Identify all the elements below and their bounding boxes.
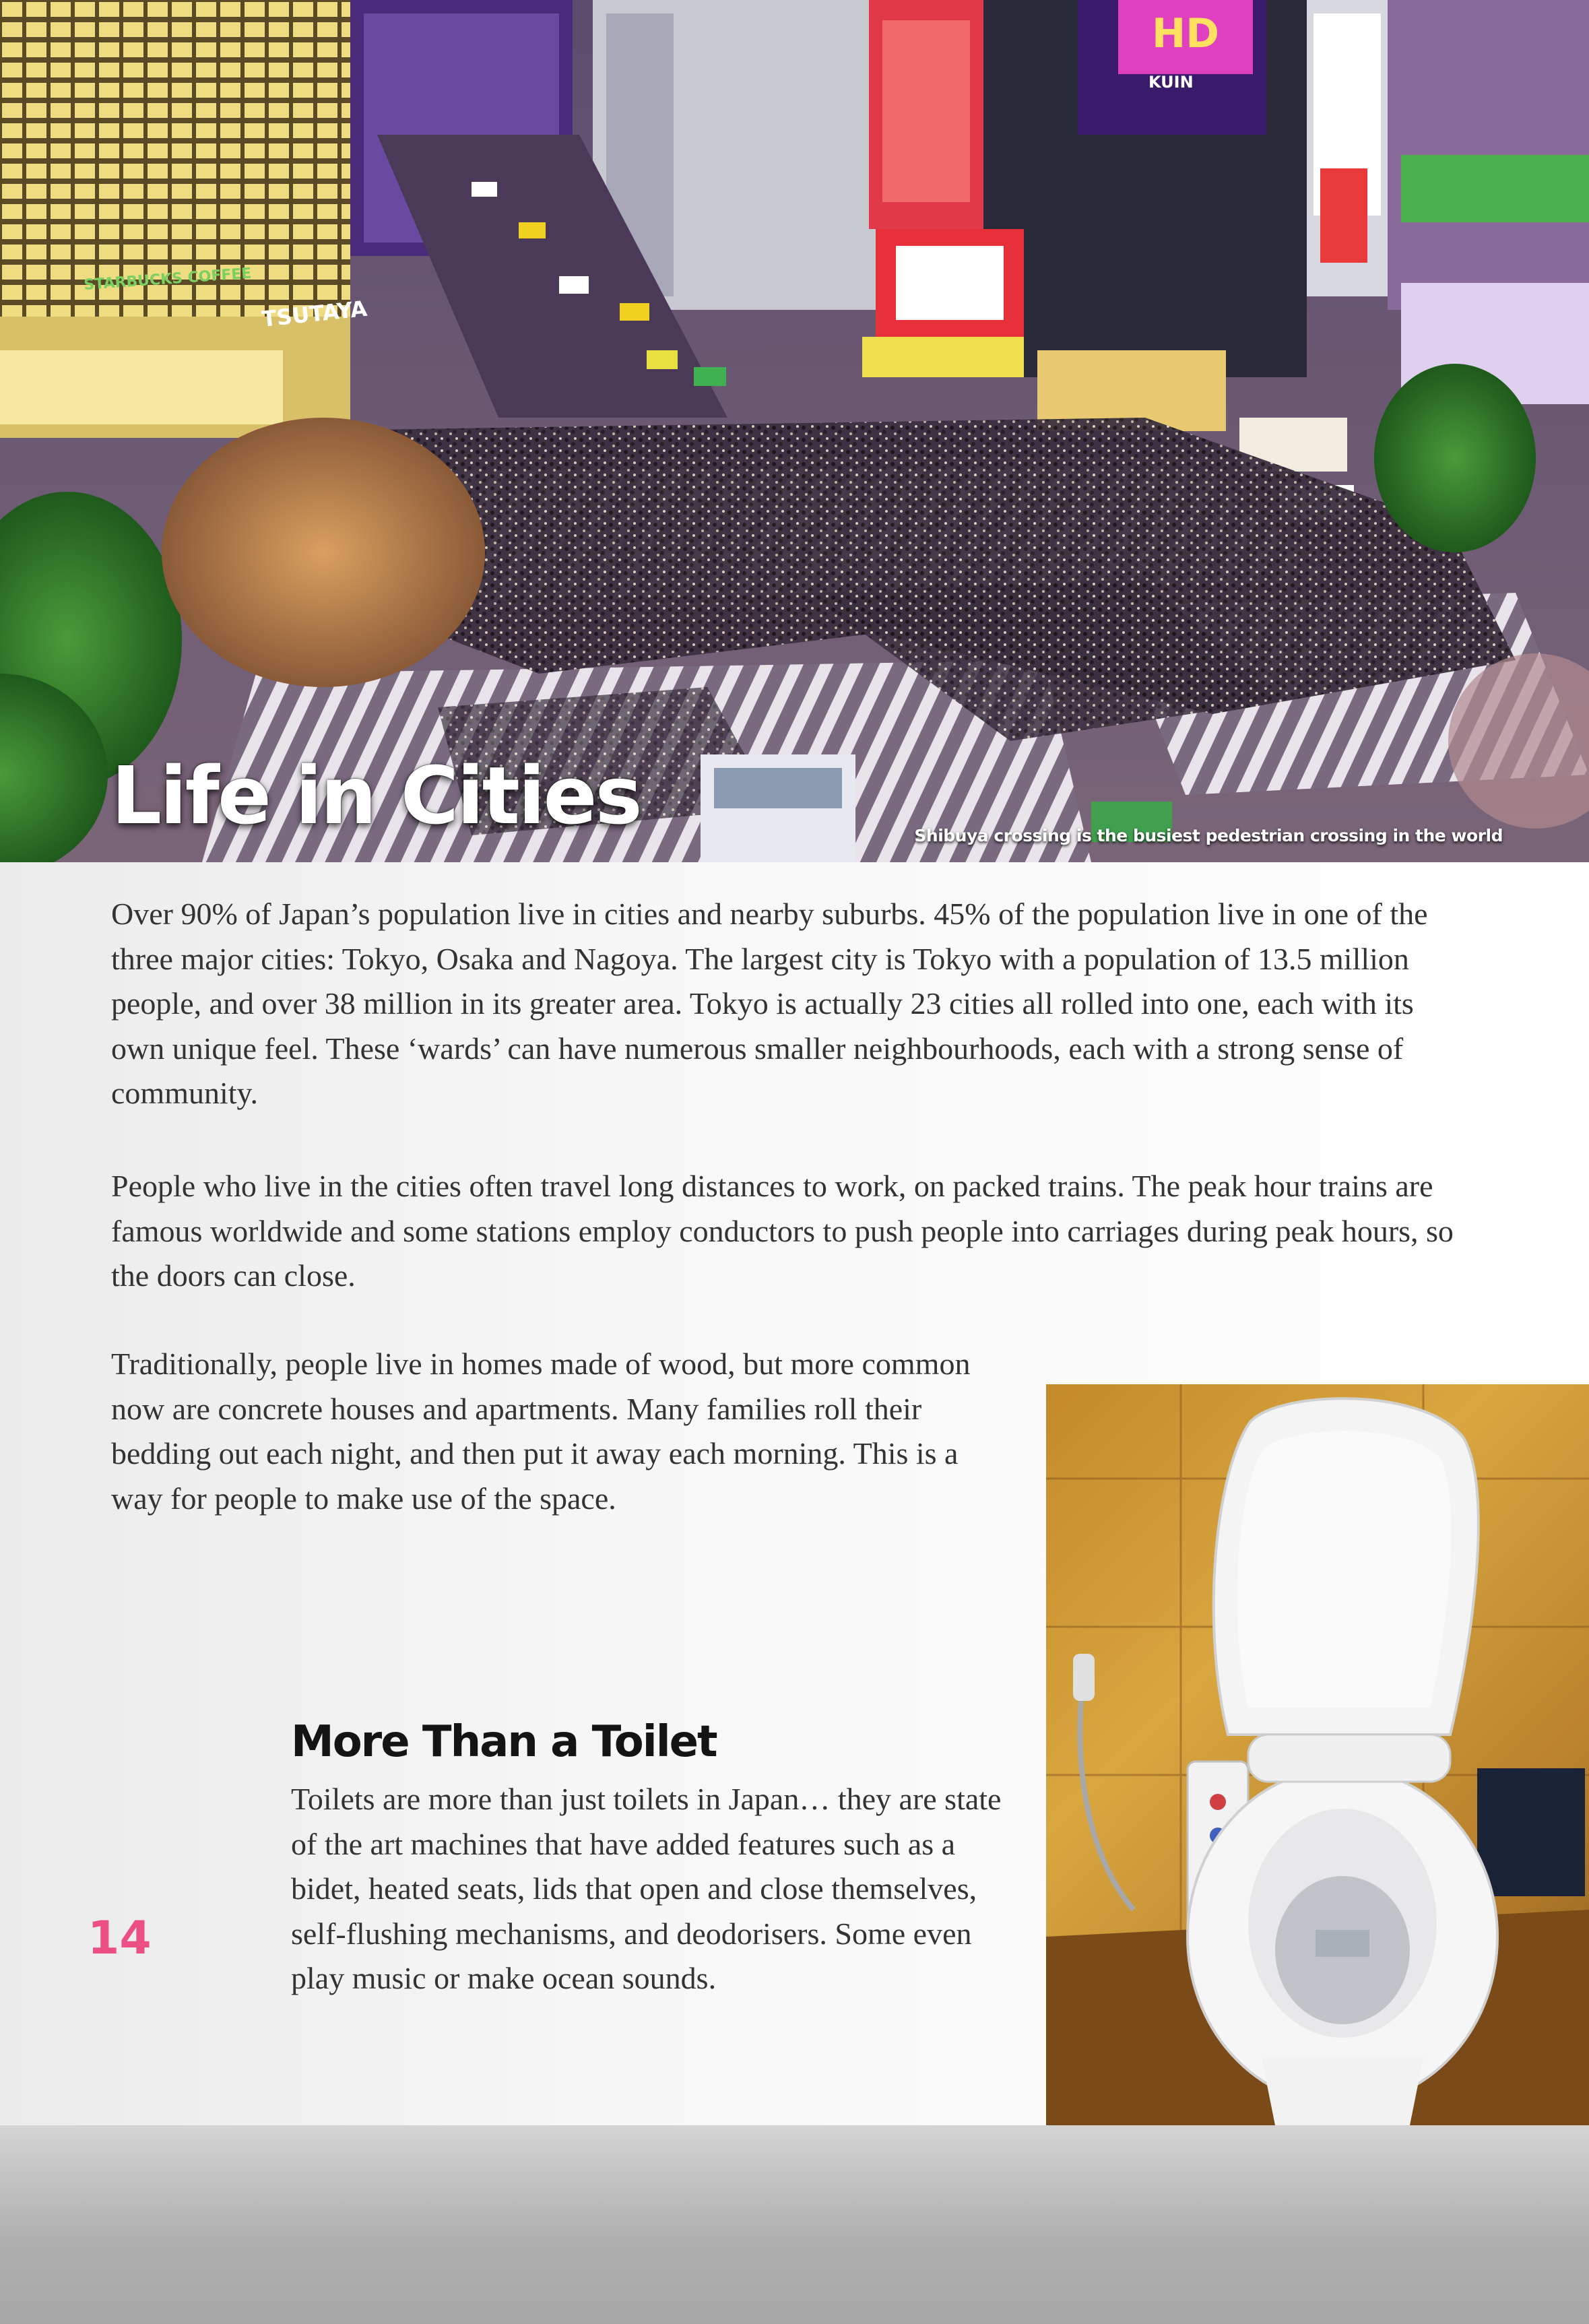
sidebar-heading: More Than a Toilet (291, 1717, 717, 1767)
page-title: Life in Cities (111, 749, 641, 842)
sidebar-text: Toilets are more than just toilets in Japan… they are state of the art machines that have added features such as a bidet, heated seats, lids that open and close themselves, self-flushing mechanisms, and deodorisers. Some even play music or make ocean sounds. (291, 1782, 1002, 1995)
body-paragraph-trains: People who live in the cities often travel long distances to work, on packed trains. The peak hour trains are famous worldwide and some stations employ conductors to push people into carriages during peak hours, so the doors can close. (111, 1169, 1454, 1293)
page-bottom-band (0, 2125, 1589, 2324)
shibuya-crossing-photo (0, 0, 1589, 862)
japanese-toilet-photo (1046, 1384, 1589, 2125)
kuin-sign: KUIN (1148, 73, 1194, 92)
starbucks-sign: STARBUCKS COFFEE (83, 265, 253, 294)
toilet-illustration (1046, 1384, 1589, 2125)
page-number: 14 (88, 1912, 152, 1965)
body-paragraph-cities: Over 90% of Japan’s population live in cities and nearby suburbs. 45% of the population live in one of the three major cities: Tokyo, Osaka and Nagoya. The largest city is Tokyo with a population of 13.5 million people, and over 38 million in its greater area. Tokyo is actually 23 cities all rolled into one, each with its own unique feel. These ‘wards’ can have numerous smaller neighbourhoods, each with a strong sense of community. (111, 897, 1428, 1110)
body-paragraph-homes: Traditionally, people live in homes made of wood, but more common now are concrete houses and apartments. Many families roll their bedding out each night, and then put it away each morning. This is a way for people to make use of the space. (111, 1347, 971, 1516)
tsutaya-sign: TSUTAYA (260, 295, 368, 332)
hd-sign: HD (1152, 10, 1220, 57)
photo-caption: Shibuya crossing is the busiest pedestrian crossing in the world (914, 826, 1503, 845)
shibuya-crossing-illustration (0, 0, 1589, 862)
